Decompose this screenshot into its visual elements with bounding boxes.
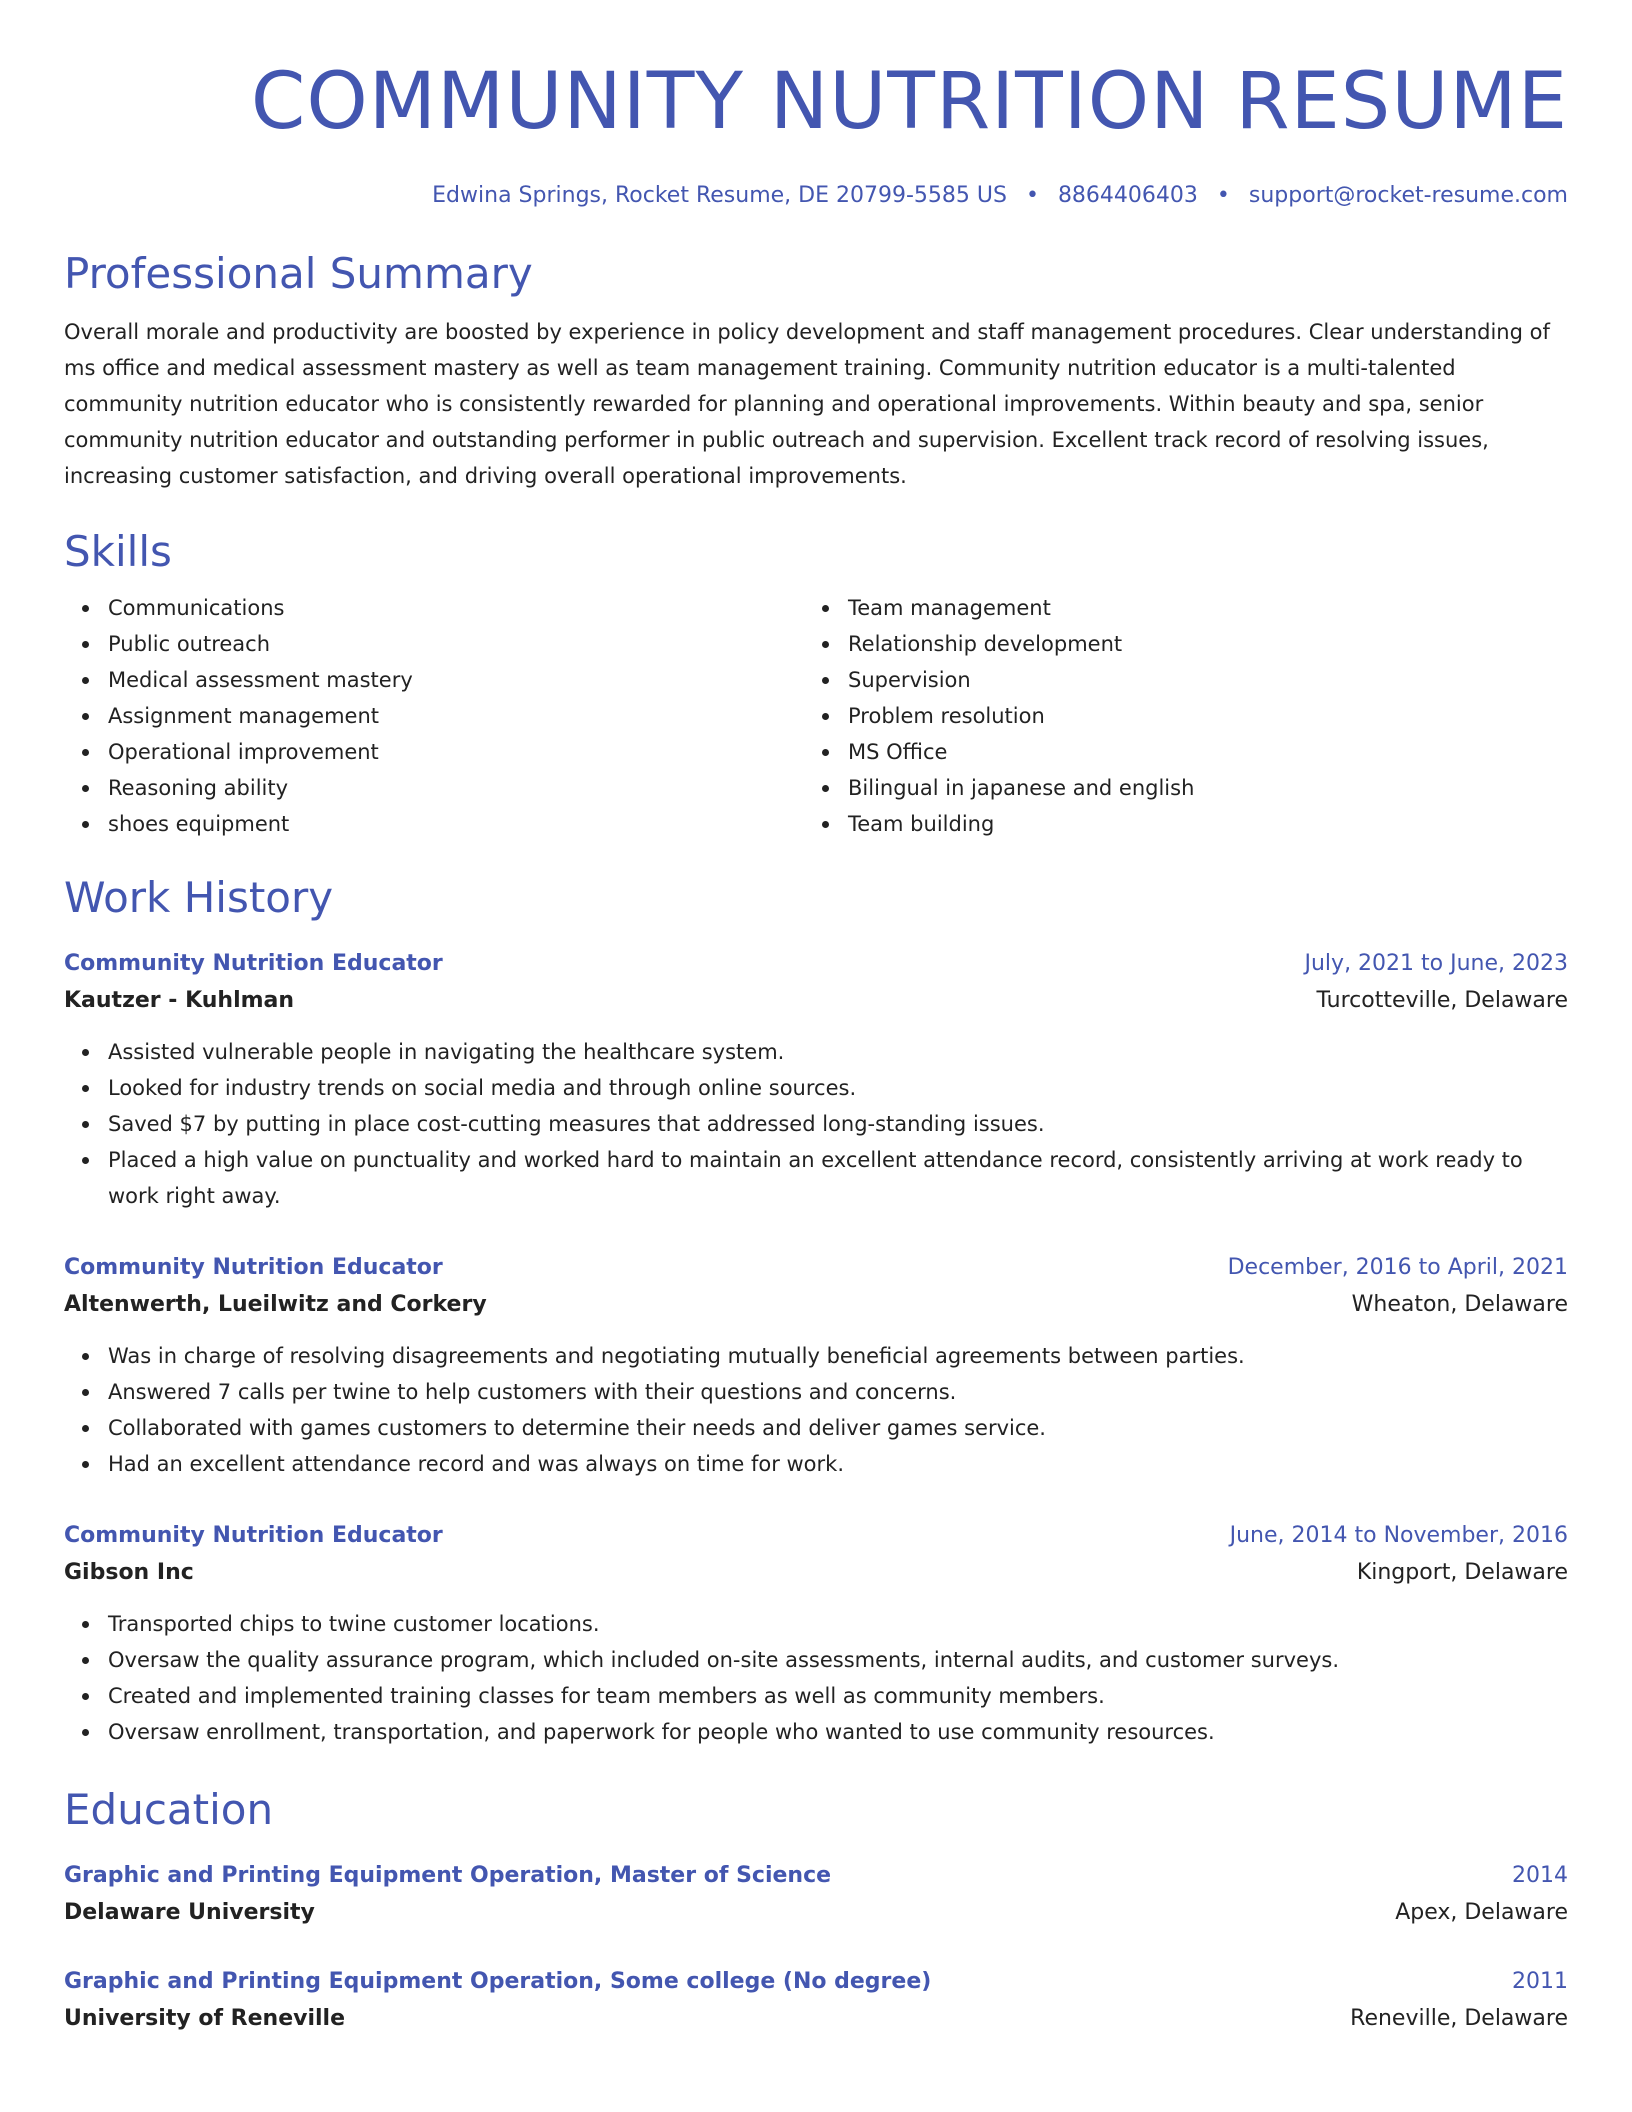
skills-right-column <box>804 590 1544 842</box>
education-location: Reneville, Delaware <box>1350 2006 1568 2031</box>
skill-item: Team building <box>804 806 1544 842</box>
job-bullet: Was in charge of resolving disagreements and negotiating mutually beneficial agreements between parties. <box>64 1338 1568 1374</box>
job-entry <box>64 1250 1568 1482</box>
job-location: Kingport, Delaware <box>1356 1560 1568 1585</box>
contact-phone: 8864406403 <box>1057 183 1198 208</box>
education-school: Delaware University <box>64 1900 315 1925</box>
job-bullet: Collaborated with games customers to determine their needs and deliver games service. <box>64 1410 1568 1446</box>
job-dates: July, 2021 to June, 2023 <box>1304 951 1568 976</box>
summary-text: Overall morale and productivity are boosted by experience in policy development and staff management procedures. Clear understanding of ms office and medical assessment mastery as well as team management training. Community nutrition educator is a multi-talented community nutrition educator who is consistently rewarded for planning and operational improvements. Within beauty and spa, senior community nutrition educator and outstanding performer in public outreach and supervision. Excellent track record of resolving issues, increasing customer satisfaction, and driving overall operational improvements. <box>64 320 1550 488</box>
job-bullet: Placed a high value on punctuality and worked hard to maintain an excellent attendance record, consistently arriving at work ready to work right away. <box>64 1142 1568 1214</box>
education-section <box>64 1782 1568 2038</box>
job-company: Altenwerth, Lueilwitz and Corkery <box>64 1292 487 1317</box>
education-location: Apex, Delaware <box>1395 1900 1568 1925</box>
job-bullet: Looked for industry trends on social media and through online sources. <box>64 1070 1568 1106</box>
job-bullets <box>64 1338 1568 1482</box>
skill-item: Medical assessment mastery <box>64 662 804 698</box>
skill-item: Reasoning ability <box>64 770 804 806</box>
education-year: 2011 <box>1512 1969 1568 1994</box>
education-entry <box>64 1964 1568 2038</box>
job-entry <box>64 946 1568 1214</box>
job-location: Turcotteville, Delaware <box>1316 988 1568 1013</box>
job-bullet: Saved $7 by putting in place cost-cutting measures that addressed long-standing issues. <box>64 1106 1568 1142</box>
job-bullet: Had an excellent attendance record and was always on time for work. <box>64 1446 1568 1482</box>
job-location: Wheaton, Delaware <box>1351 1292 1568 1317</box>
job-bullet: Oversaw enrollment, transportation, and paperwork for people who wanted to use community resources. <box>64 1714 1568 1750</box>
education-degree: Graphic and Printing Equipment Operation, Master of Science <box>64 1863 832 1888</box>
work-history-section <box>64 870 1568 1750</box>
skills-section <box>64 524 1568 842</box>
education-year: 2014 <box>1512 1863 1568 1888</box>
skill-item: Operational improvement <box>64 734 804 770</box>
skills-left-column <box>64 590 804 842</box>
job-title: Community Nutrition Educator <box>64 1255 443 1280</box>
resume-title: COMMUNITY NUTRITION RESUME <box>250 57 1568 147</box>
skill-item: Assignment management <box>64 698 804 734</box>
job-bullet: Assisted vulnerable people in navigating the healthcare system. <box>64 1034 1568 1070</box>
skill-item: Bilingual in japanese and english <box>804 770 1544 806</box>
education-heading: Education <box>64 1785 274 1834</box>
skill-item: Problem resolution <box>804 698 1544 734</box>
contact-separator: • <box>1216 183 1230 208</box>
skill-item: Public outreach <box>64 626 804 662</box>
education-school: University of Reneville <box>64 2006 346 2031</box>
summary-section <box>64 246 1568 494</box>
contact-email: support@rocket-resume.com <box>1248 183 1568 208</box>
job-dates: June, 2014 to November, 2016 <box>1229 1523 1568 1548</box>
job-company: Gibson Inc <box>64 1560 194 1585</box>
skill-item: Team management <box>804 590 1544 626</box>
skill-item: Supervision <box>804 662 1544 698</box>
skills-heading: Skills <box>64 527 172 576</box>
education-degree: Graphic and Printing Equipment Operation, Some college (No degree) <box>64 1969 932 1994</box>
job-bullet: Created and implemented training classes for team members as well as community members. <box>64 1678 1568 1714</box>
skill-item: shoes equipment <box>64 806 804 842</box>
job-title: Community Nutrition Educator <box>64 951 443 976</box>
job-bullet: Transported chips to twine customer locations. <box>64 1606 1568 1642</box>
contact-separator: • <box>1025 183 1039 208</box>
job-dates: December, 2016 to April, 2021 <box>1227 1255 1568 1280</box>
job-bullets <box>64 1034 1568 1214</box>
job-bullet: Oversaw the quality assurance program, which included on-site assessments, internal audits, and customer surveys. <box>64 1642 1568 1678</box>
contact-address: Edwina Springs, Rocket Resume, DE 20799-5585 US <box>432 183 1007 208</box>
job-title: Community Nutrition Educator <box>64 1523 443 1548</box>
contact-line <box>64 180 1568 212</box>
education-entry <box>64 1858 1568 1932</box>
job-bullet: Answered 7 calls per twine to help customers with their questions and concerns. <box>64 1374 1568 1410</box>
skill-item: Communications <box>64 590 804 626</box>
job-bullets <box>64 1606 1568 1750</box>
resume-header <box>64 0 1568 212</box>
skill-item: Relationship development <box>804 626 1544 662</box>
skills-columns <box>64 590 1568 842</box>
job-company: Kautzer - Kuhlman <box>64 988 295 1013</box>
skill-item: MS Office <box>804 734 1544 770</box>
summary-heading: Professional Summary <box>64 249 533 298</box>
work-history-heading: Work History <box>64 873 334 922</box>
job-entry <box>64 1518 1568 1750</box>
